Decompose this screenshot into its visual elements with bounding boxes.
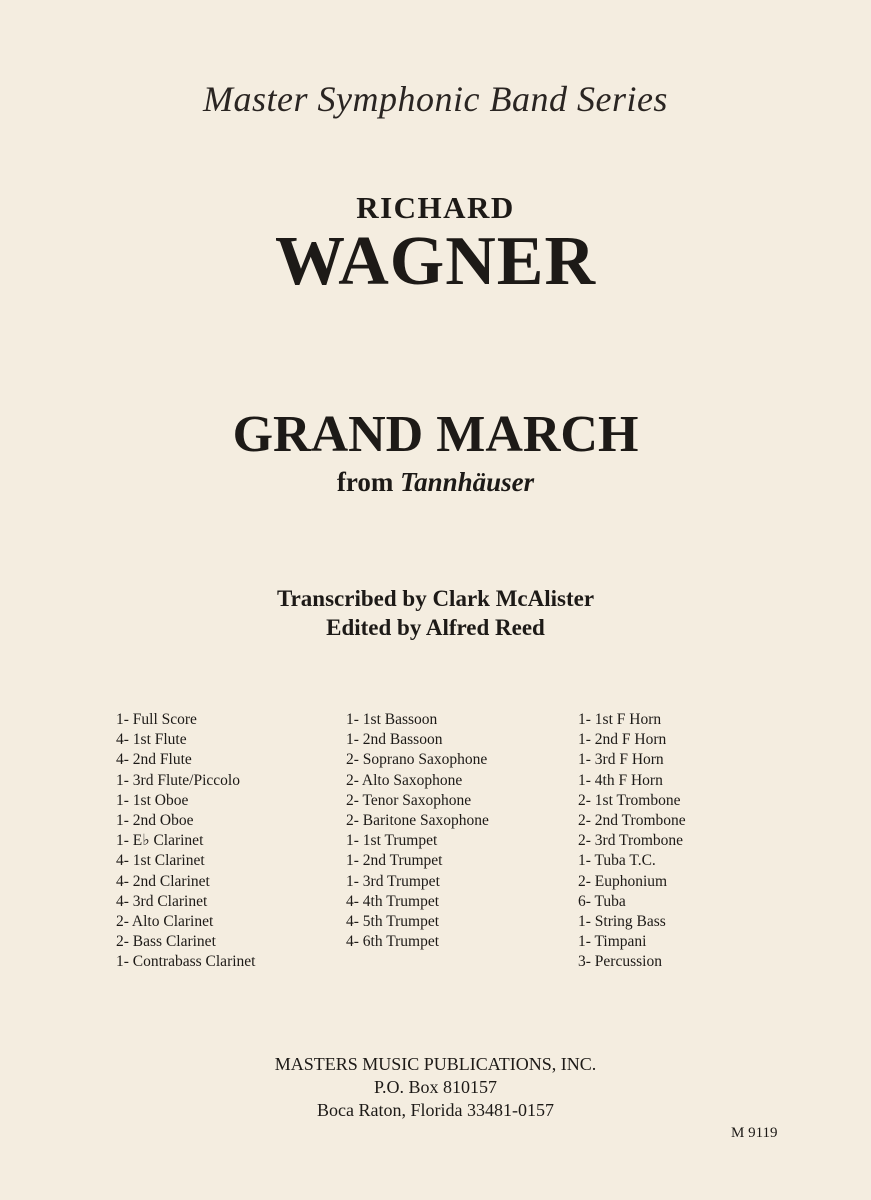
part-entry: 1- Tuba T.C. [578,852,656,870]
part-entry: 4- 2nd Clarinet [116,872,210,890]
part-entry: 1- String Bass [578,913,666,931]
part-entry: 2- Alto Clarinet [116,913,214,931]
part-entry: 4- 6th Trumpet [346,933,440,951]
part-entry: 6- Tuba [578,892,626,910]
part-entry: 2- Tenor Saxophone [346,791,472,809]
part-entry: 1- E♭ Clarinet [116,832,204,850]
part-entry: 3- Percussion [578,953,662,971]
part-entry: 1- Timpani [578,933,647,951]
part-entry: 4- 2nd Flute [116,751,192,769]
part-entry: 4- 1st Clarinet [116,852,205,870]
publisher-name: MASTERS MUSIC PUBLICATIONS, INC. [274,1054,597,1074]
parts-list-column-3 [578,710,686,973]
part-entry: 2- 1st Trombone [578,791,681,809]
part-entry: 1- 1st F Horn [578,711,662,728]
part-entry: 2- Euphonium [578,872,668,890]
subtitle-prefix: from [336,467,394,497]
part-entry: 1- 1st Bassoon [346,711,438,728]
part-entry: 1- 2nd Bassoon [346,731,443,749]
work-subtitle [0,467,871,498]
editor-credit: Edited by Alfred Reed [326,615,545,640]
part-entry: 1- 4th F Horn [578,771,663,789]
part-entry: 2- Soprano Saxophone [346,751,488,769]
part-entry: 1- 3rd Trumpet [346,872,440,890]
composer-first-name: RICHARD [356,190,515,225]
part-entry: 1- 3rd Flute/Piccolo [116,771,240,789]
part-entry: 1- Full Score [116,711,197,728]
publisher-address-line-2: Boca Raton, Florida 33481-0157 [317,1100,554,1120]
series-title: Master Symphonic Band Series [203,79,668,119]
part-entry: 4- 4th Trumpet [346,892,440,910]
composer-last-name: WAGNER [274,223,597,300]
part-entry: 4- 5th Trumpet [346,913,440,931]
parts-list-column-2 [346,710,489,952]
part-entry: 2- 2nd Trombone [578,812,686,830]
part-entry: 1- 2nd Oboe [116,812,194,830]
parts-list-column-1 [116,710,255,973]
part-entry: 1- 2nd Trumpet [346,852,443,870]
subtitle-opera: Tannhäuser [400,467,535,497]
part-entry: 4- 1st Flute [116,731,187,749]
part-entry: 1- Contrabass Clarinet [116,953,256,971]
publisher-block [0,1053,871,1122]
part-entry: 2- Baritone Saxophone [346,812,489,830]
part-entry: 1- 3rd F Horn [578,751,664,769]
part-entry: 2- 3rd Trombone [578,832,684,850]
work-title: GRAND MARCH [232,406,639,463]
part-entry: 1- 1st Trumpet [346,832,438,850]
part-entry: 2- Bass Clarinet [116,933,216,951]
part-entry: 4- 3rd Clarinet [116,892,208,910]
transcriber-credit: Transcribed by Clark McAlister [276,586,595,611]
part-entry: 1- 1st Oboe [116,791,189,809]
part-entry: 1- 2nd F Horn [578,731,667,749]
catalog-number: M 9119 [731,1125,778,1141]
part-entry: 2- Alto Saxophone [346,771,463,789]
publisher-address-line-1: P.O. Box 810157 [373,1077,498,1097]
